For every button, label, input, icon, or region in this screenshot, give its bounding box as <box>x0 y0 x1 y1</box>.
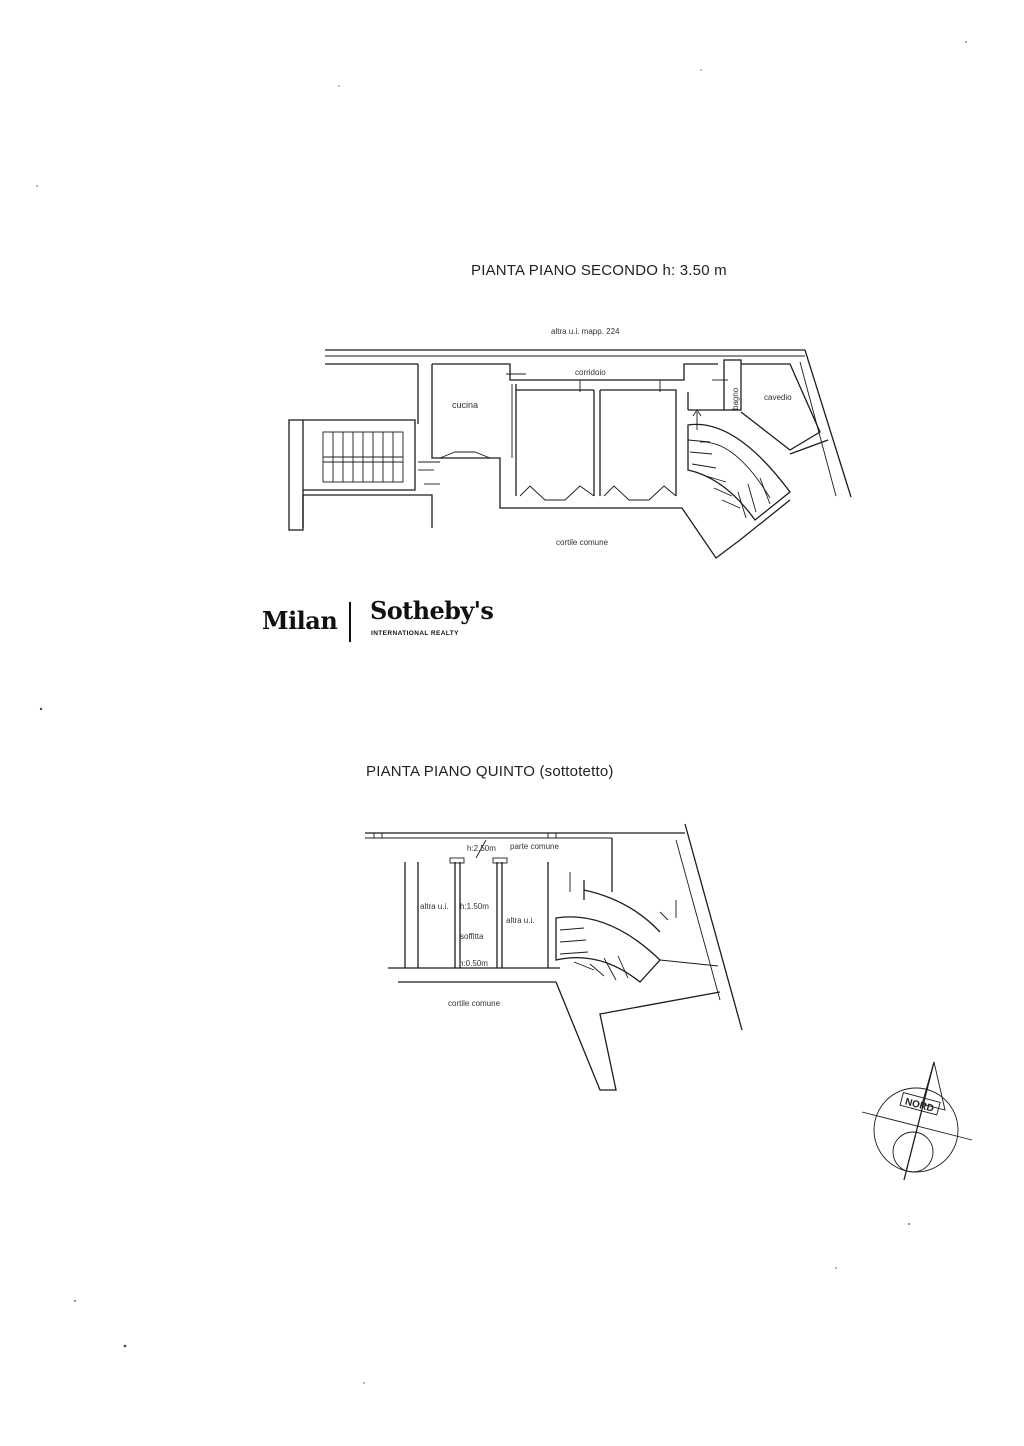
label-other-unit-right: altra u.i. <box>506 916 535 925</box>
logo-divider <box>349 602 351 642</box>
label-other-unit-left: altra u.i. <box>420 902 449 911</box>
label-corridor: corridoio <box>575 368 606 377</box>
label-height-top: h:2.50m <box>467 844 496 853</box>
logo-brand: Sotheby's <box>370 596 494 625</box>
north-compass-icon <box>862 1062 972 1180</box>
label-kitchen: cucina <box>452 400 479 410</box>
logo-city: Milan <box>262 606 338 635</box>
label-courtyard-second: cortile comune <box>556 538 609 547</box>
label-light-well: cavedio <box>764 393 792 402</box>
floor-plan-fifth-title: PIANTA PIANO QUINTO (sottotetto) <box>366 763 614 780</box>
floor-plan-second-title: PIANTA PIANO SECONDO h: 3.50 m <box>471 262 727 279</box>
label-height-low: h:0.50m <box>459 959 488 968</box>
compass-label: NORD <box>903 1096 935 1115</box>
brand-logo <box>262 596 502 646</box>
fifth-floor-plan <box>365 824 742 1090</box>
label-courtyard-fifth: cortile comune <box>448 999 501 1008</box>
second-floor-plan <box>289 350 851 558</box>
label-north-neighbor: altra u.i. mapp. 224 <box>551 327 620 336</box>
label-attic: soffitta <box>460 932 484 941</box>
label-height-mid: h:1.50m <box>460 902 489 911</box>
label-bathroom: bagno <box>731 387 740 410</box>
scan-noise <box>36 41 967 1384</box>
logo-tagline: INTERNATIONAL REALTY <box>371 630 459 637</box>
label-common-part: parte comune <box>510 842 559 851</box>
